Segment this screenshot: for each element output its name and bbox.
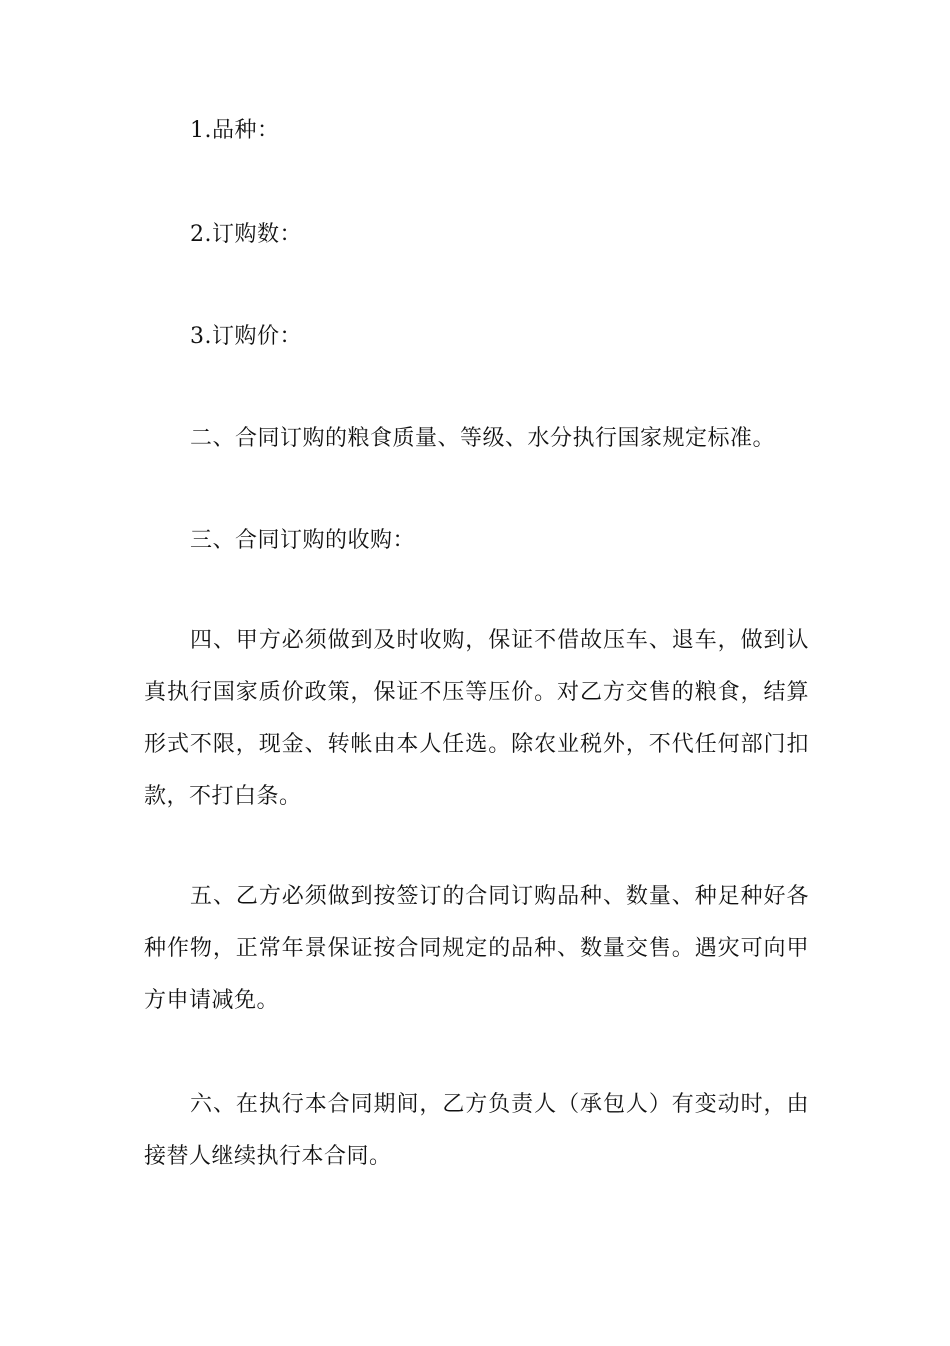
clause-4: 四、甲方必须做到及时收购，保证不借故压车、退车，做到认真执行国家质价政策，保证不压等压价。对乙方交售的粮食，结算形式不限，现金、转帐由本人任选。除农业税外，不代任何部门扣款，不打白条。 [144,628,809,809]
item-order-price: 3.订购价： [190,324,302,349]
item-order-quantity: 2.订购数： [190,222,302,247]
clause-2: 二、合同订购的粮食质量、等级、水分执行国家规定标准。 [190,426,776,451]
clause-6: 六、在执行本合同期间，乙方负责人（承包人）有变动时，由接替人继续执行本合同。 [144,1092,809,1169]
item-variety: 1.品种： [190,118,280,143]
clause-3: 三、合同订购的收购： [190,528,416,553]
clause-5: 五、乙方必须做到按签订的合同订购品种、数量、种足种好各种作物，正常年景保证按合同规定的品种、数量交售。遇灾可向甲方申请减免。 [144,884,809,1013]
